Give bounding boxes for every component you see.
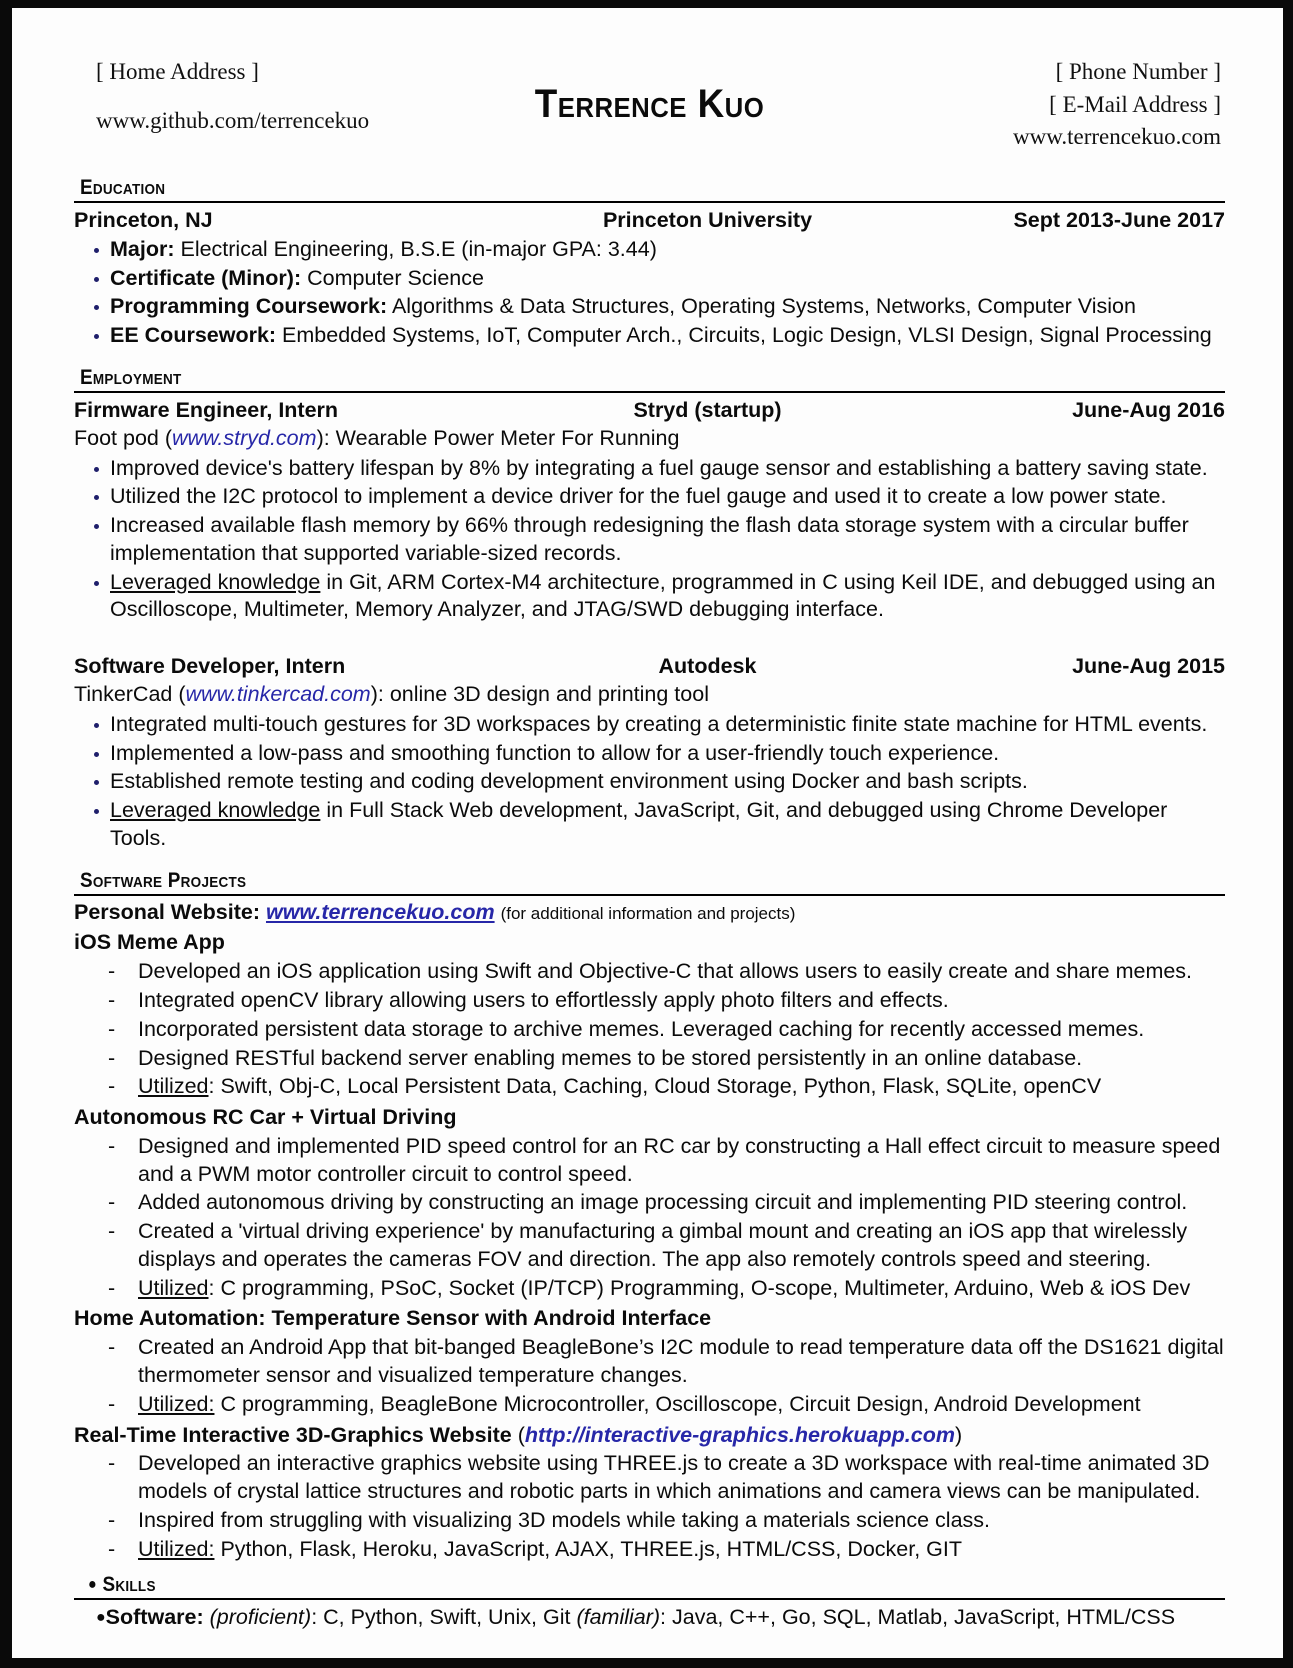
- bullet-text: : C programming, PSoC, Socket (IP/TCP) Programming, O-scope, Multimeter, Arduino, Web & iOS Dev: [208, 1275, 1191, 1300]
- bullet-lead: Utilized:: [138, 1536, 215, 1561]
- bullet-lead: Leveraged knowledge: [110, 569, 321, 594]
- skills-software-line: [96, 1604, 1225, 1632]
- bullet-lead: Utilized: [138, 1275, 209, 1300]
- bullet-text: Increased available flash memory by 66% through redesigning the flash data storage system with a circular buffer implementation that supported variable-sized records.: [110, 513, 1189, 565]
- list-item: [74, 512, 1225, 567]
- project-title-home-automation: Home Automation: Temperature Sensor with Android Interface: [74, 1306, 712, 1331]
- bullet-text: Established remote testing and coding development environment using Docker and bash scripts.: [110, 769, 1028, 794]
- job-subline-stryd: [74, 425, 1225, 453]
- job-dates: June-Aug 2015: [1072, 654, 1225, 679]
- list-item: [74, 265, 1225, 293]
- bullet-text: Electrical Engineering, B.S.E (in-major GPA: 3.44): [174, 236, 657, 261]
- phone-number: [ Phone Number ]: [1055, 59, 1221, 84]
- list-item: [74, 958, 1225, 986]
- list-item: [74, 322, 1225, 350]
- list-item: [74, 768, 1225, 796]
- list-item: [74, 236, 1225, 264]
- candidate-name: Terrence Kuo: [534, 82, 765, 126]
- job-company: Autodesk: [658, 654, 757, 679]
- list-item: [74, 797, 1225, 852]
- education-location: Princeton, NJ: [74, 208, 213, 232]
- bullet-label: Major:: [110, 236, 175, 261]
- education-row: [74, 207, 1225, 234]
- project-title-3d-graphics-website: Real-Time Interactive 3D-Graphics Website (http://interactive-graphics.herokuapp.com): [74, 1422, 963, 1447]
- bullet-text: Computer Science: [301, 265, 484, 290]
- software-bullet-icon: ●: [96, 1609, 106, 1627]
- list-item: [74, 1334, 1225, 1389]
- bullet-text: Utilized the I2C protocol to implement a device driver for the fuel gauge and used it to create a low power state.: [110, 484, 1167, 509]
- section-heading-education: Education: [80, 176, 166, 199]
- job-title: Firmware Engineer, Intern: [74, 397, 339, 422]
- subline-post: ): Wearable Power Meter For Running: [316, 425, 680, 450]
- skills-proficient-label: (proficient): [209, 1605, 312, 1630]
- skills-bullet-icon: ●: [88, 1576, 97, 1594]
- bullet-text: : Swift, Obj-C, Local Persistent Data, Caching, Cloud Storage, Python, Flask, SQLite, openCV: [208, 1074, 1102, 1099]
- personal-website-url[interactable]: www.terrencekuo.com: [1013, 124, 1221, 149]
- education-school: Princeton University: [602, 208, 813, 232]
- section-rule-skills: [74, 1598, 1225, 1600]
- list-item: [74, 711, 1225, 739]
- project-bullet-list-ios-meme-app: [74, 958, 1225, 1101]
- section-heading-skills: [88, 1573, 1111, 1597]
- list-item: [74, 1073, 1225, 1101]
- resume-header: [74, 42, 1225, 160]
- skills-proficient-list: : C, Python, Swift, Unix, Git: [311, 1605, 577, 1630]
- list-item: [74, 1536, 1225, 1564]
- list-item: [74, 1450, 1225, 1505]
- subline-pre: TinkerCad (: [74, 681, 186, 706]
- project-bullet-list-autonomous-rc-car: [74, 1133, 1225, 1302]
- subline-pre: Foot pod (: [74, 425, 172, 450]
- herokuapp-link[interactable]: http://interactive-graphics.herokuapp.com: [524, 1422, 955, 1447]
- personal-website-note: (for additional information and projects): [500, 903, 796, 923]
- job-subline-autodesk: [74, 681, 1225, 709]
- education-bullet-list: [74, 236, 1225, 350]
- employment-row-autodesk: [74, 653, 1225, 680]
- list-item: [74, 987, 1225, 1015]
- skills-familiar-list: : Java, C++, Go, SQL, Matlab, JavaScript, HTML/CSS: [660, 1605, 1176, 1630]
- bullet-text: Added autonomous driving by constructing an image processing circuit and implementing PID steering control.: [138, 1190, 1188, 1215]
- email-address: [ E-Mail Address ]: [1049, 92, 1221, 117]
- github-url[interactable]: www.github.com/terrencekuo: [96, 108, 370, 133]
- bullet-text: in Full Stack Web development, JavaScript, Git, and debugged using Chrome Developer Tools.: [110, 798, 1168, 850]
- section-rule-employment: [74, 391, 1225, 393]
- header-right-block: [1013, 60, 1221, 148]
- list-item: [74, 1189, 1225, 1217]
- project-title-ios-meme-app: iOS Meme App: [74, 930, 225, 955]
- bullet-text: Algorithms & Data Structures, Operating Systems, Networks, Computer Vision: [387, 294, 1136, 319]
- list-item: [74, 455, 1225, 483]
- personal-website-link[interactable]: www.terrencekuo.com: [265, 899, 495, 924]
- list-item: [74, 569, 1225, 624]
- section-rule-software-projects: [74, 894, 1225, 896]
- stryd-link[interactable]: www.stryd.com: [172, 425, 317, 450]
- bullet-text: Created a 'virtual driving experience' by manufacturing a gimbal mount and creating an iOS app that wirelessly displays and operates the cameras FOV and direction. The app also remotely controls speed and steering.: [138, 1219, 1188, 1271]
- list-item: [74, 1275, 1225, 1303]
- list-item: [74, 1391, 1225, 1419]
- project-bullet-list-home-automation: [74, 1334, 1225, 1418]
- bullet-text: C programming, BeagleBone Microcontroller, Oscilloscope, Circuit Design, Android Development: [214, 1391, 1141, 1416]
- bullet-text: Designed RESTful backend server enabling memes to be stored persistently in an online database.: [138, 1045, 1083, 1070]
- skills-software-label: Software:: [105, 1605, 204, 1630]
- list-item: [74, 1133, 1225, 1188]
- section-rule-education: [74, 201, 1225, 203]
- bullet-text: Inspired from struggling with visualizing 3D models while taking a materials science class.: [138, 1507, 991, 1532]
- bullet-text: Embedded Systems, IoT, Computer Arch., Circuits, Logic Design, VLSI Design, Signal Processing: [276, 323, 1212, 348]
- tinkercad-link[interactable]: www.tinkercad.com: [185, 681, 371, 706]
- list-item: [74, 293, 1225, 321]
- bullet-text: Developed an iOS application using Swift and Objective-C that allows users to easily create and share memes.: [138, 959, 1193, 984]
- education-dates: Sept 2013-June 2017: [1013, 208, 1225, 232]
- home-address: [ Home Address ]: [96, 59, 259, 84]
- list-item: [74, 483, 1225, 511]
- job-spacer: [74, 625, 1225, 649]
- bullet-text: Created an Android App that bit-banged BeagleBone’s I2C module to read temperature data off the DS1621 digital thermometer sensor and visualized temperature changes.: [138, 1335, 1224, 1388]
- project-title-autonomous-rc-car: Autonomous RC Car + Virtual Driving: [74, 1105, 457, 1130]
- job-company: Stryd (startup): [633, 397, 782, 422]
- employment-bullet-list-stryd: [74, 455, 1225, 624]
- list-item: [74, 1218, 1225, 1273]
- bullet-text: Incorporated persistent data storage to archive memes. Leveraged caching for recently accessed memes.: [138, 1016, 1145, 1041]
- skills-familiar-label: (familiar): [576, 1605, 661, 1630]
- bullet-text: Developed an interactive graphics website using THREE.js to create a 3D workspace with real-time animated 3D models of crystal lattice structures and robotic parts in which animations and camera views can be manipulated.: [138, 1451, 1210, 1504]
- bullet-label: Certificate (Minor):: [110, 265, 302, 290]
- list-item: [74, 1507, 1225, 1535]
- project-bullet-list-3d-graphics-website: [74, 1450, 1225, 1563]
- section-heading-software-projects: Software Projects: [80, 868, 247, 892]
- bullet-text: Integrated multi-touch gestures for 3D workspaces by creating a deterministic finite state machine for HTML events.: [110, 711, 1208, 736]
- section-heading-employment: Employment: [80, 365, 182, 389]
- list-item: [74, 1045, 1225, 1073]
- bullet-label: EE Coursework:: [110, 323, 277, 348]
- personal-website-line: [74, 899, 1225, 927]
- project-title-text: Real-Time Interactive 3D-Graphics Website: [74, 1422, 512, 1447]
- employment-bullet-list-autodesk: [74, 711, 1225, 853]
- subline-post: ): online 3D design and printing tool: [370, 681, 709, 706]
- bullet-text: Improved device's battery lifespan by 8% by integrating a fuel gauge sensor and establishing a battery saving state.: [110, 455, 1208, 480]
- bullet-text: Implemented a low-pass and smoothing function to allow for a user-friendly touch experience.: [110, 740, 1000, 765]
- job-dates: June-Aug 2016: [1072, 397, 1225, 422]
- bullet-label: Programming Coursework:: [110, 294, 388, 319]
- bullet-lead: Utilized:: [138, 1391, 215, 1416]
- skills-spacer: [74, 1564, 1225, 1573]
- skills-heading-text: Skills: [102, 1573, 156, 1597]
- bullet-text: Python, Flask, Heroku, JavaScript, AJAX, THREE.js, HTML/CSS, Docker, GIT: [214, 1536, 963, 1561]
- list-item: [74, 1016, 1225, 1044]
- bullet-text: Designed and implemented PID speed control for an RC car by constructing a Hall effect circuit to measure speed and a PWM motor controller circuit to control speed.: [138, 1134, 1221, 1186]
- employment-row-stryd: [74, 397, 1225, 424]
- bullet-text: in Git, ARM Cortex-M4 architecture, programmed in C using Keil IDE, and debugged using an Oscilloscope, Multimeter, Memory Analyzer, and JTAG/SWD debugging interface.: [110, 569, 1216, 622]
- personal-website-label: Personal Website:: [74, 899, 260, 924]
- job-title: Software Developer, Intern: [74, 654, 346, 679]
- list-item: [74, 740, 1225, 768]
- bullet-text: Integrated openCV library allowing users to effortlessly apply photo filters and effects.: [138, 988, 949, 1013]
- bullet-lead: Leveraged knowledge: [110, 798, 321, 823]
- resume-page: [12, 8, 1283, 1658]
- bullet-lead: Utilized: [138, 1074, 209, 1099]
